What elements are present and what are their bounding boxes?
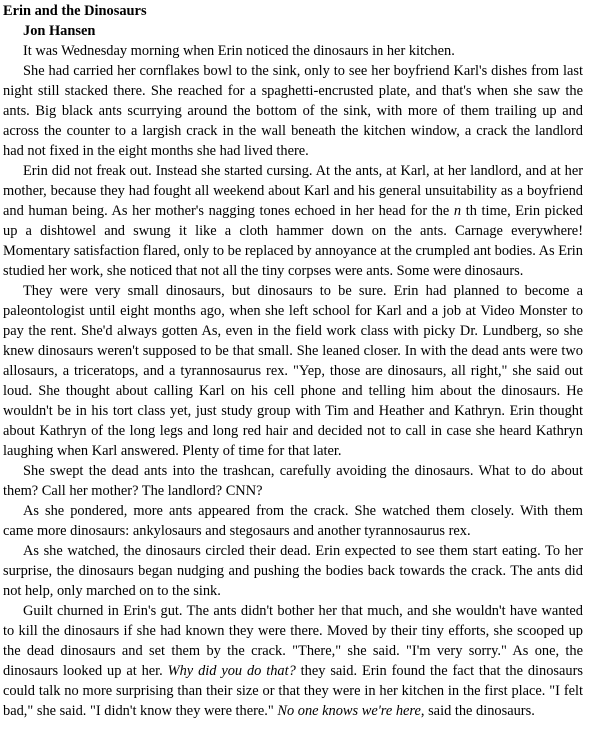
paragraph-text: Guilt churned in Erin's gut. The ants didn't bother her that much, and she wouldn't have wanted to kill the dinosaurs if she had known they were there. Moved by their tiny efforts, she scooped up the dead dinosaurs and set them by the crack. "There," she said. "I'm very sorry." As one, the dinosaurs looked up at her. [3,603,583,679]
paragraph-text: She swept the dead ants into the trashcan, carefully avoiding the dinosaurs. What to do about them? Call her mother? The landlord? CNN? [3,463,583,499]
paragraph-text: th time, Erin picked up a dishtowel and swung it like a cloth hammer down on the ants. Carnage everywhere! Momentary satisfaction flared, only to be replaced by annoyance at the crumpled ant bodies. As Erin studied her work, she noticed that not all the tiny corpses were ants. Some were dinosaurs. [3,203,583,279]
document-page [3,1,583,721]
paragraph [3,541,583,601]
italic-text: No one knows we're here [277,703,421,719]
paragraph [3,41,583,61]
paragraph-text: As she pondered, more ants appeared from the crack. She watched them closely. With them came more dinosaurs: ankylosaurs and stegosaurs and another tyrannosaurus rex. [3,503,583,539]
italic-text: Why did you do that? [167,663,296,679]
paragraph [3,281,583,461]
paragraph [3,501,583,541]
paragraph [3,161,583,281]
italic-text: n [453,203,462,219]
paragraph-text: They were very small dinosaurs, but dinosaurs to be sure. Erin had planned to become a paleontologist until eight months ago, when she left school for Karl and a job at Video Monster to pay the rent. She'd always gotten As, even in the field work class with picky Dr. Lundberg, so she knew dinosaurs weren't supposed to be that small. She leaned closer. In with the dead ants were two allosaurs, a triceratops, and a tyrannosaurus rex. "Yep, those are dinosaurs, all right," she said out loud. She thought about calling Karl on his cell phone and telling him about the dinosaurs. He wouldn't be in his tort class yet, just study group with Tim and Heather and Kathryn. Erin thought about Kathryn of the long legs and long red hair and decided not to call in case she heard Kathryn laughing when Karl answered. Plenty of time for that later. [3,283,583,459]
story-author: Jon Hansen [23,23,96,39]
paragraph-text: She had carried her cornflakes bowl to the sink, only to see her boyfriend Karl's dishes from last night still stacked there. She reached for a spaghetti-encrusted plate, and that's when she saw the ants. Big black ants scurrying around the bottom of the sink, with more of them trailing up and across the counter to a largish crack in the wall beneath the kitchen window, a crack the landlord had not fixed in the eight months she had lived there. [3,63,583,159]
paragraph-text: , said the dinosaurs. [420,703,535,719]
paragraph [3,461,583,501]
paragraph [3,601,583,721]
story-title: Erin and the Dinosaurs [3,3,147,19]
paragraph-text: It was Wednesday morning when Erin noticed the dinosaurs in her kitchen. [23,43,455,59]
paragraph [3,61,583,161]
paragraph-text: they said. Erin found the fact that the dinosaurs could talk no more surprising than their size or that they were in her kitchen in the first place. "I felt bad," she said. "I didn't know they were there." [3,663,583,719]
paragraph-text: As she watched, the dinosaurs circled their dead. Erin expected to see them start eating. To her surprise, the dinosaurs began nudging and pushing the bodies back towards the crack. The ants did not help, only marched on to the sink. [3,543,583,599]
story-body [3,41,583,721]
paragraph-text: Erin did not freak out. Instead she started cursing. At the ants, at Karl, at her landlord, and at her mother, because they had fought all weekend about Karl and his general unsuitability as a boyfriend and human being. As her mother's nagging tones echoed in her head for the [3,163,583,219]
